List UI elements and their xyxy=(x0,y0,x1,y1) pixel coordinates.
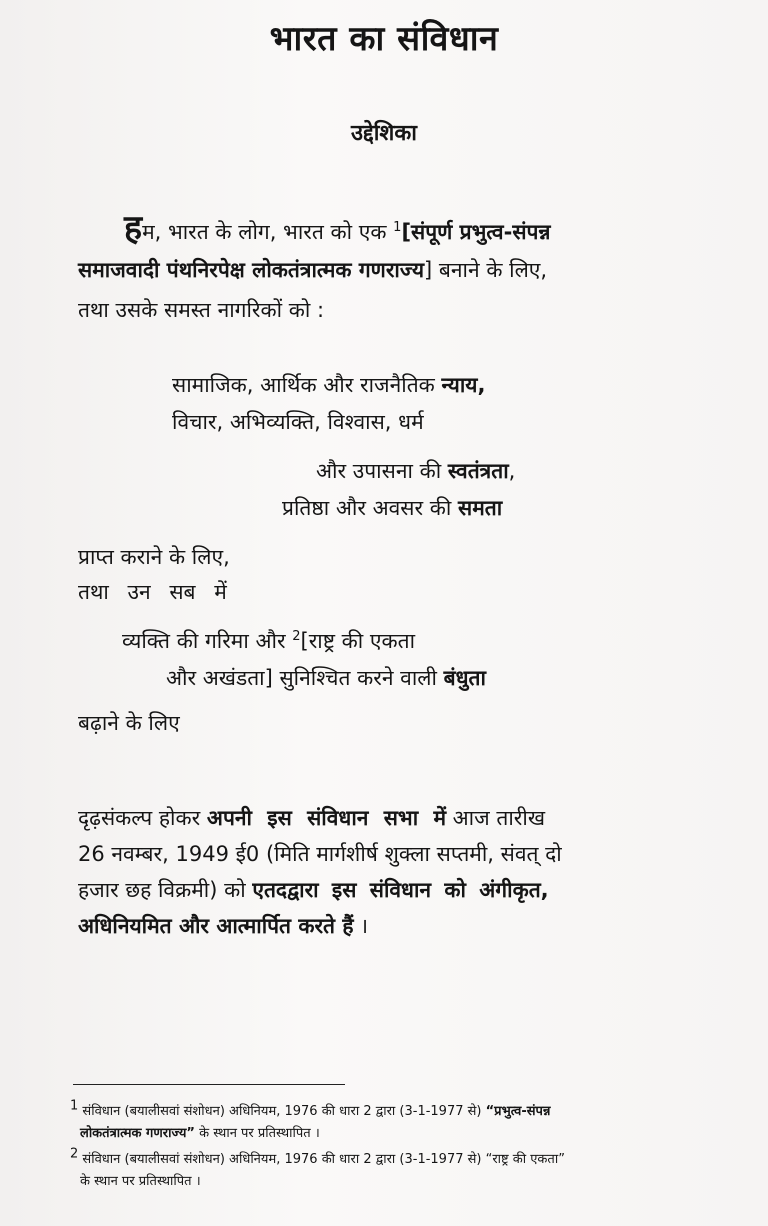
footnote-1-line-1: $^1$ संविधान (बयालीसवां संशोधन) अधिनियम, 1976 की धारा 2 द्वारा (3-1-1977 से) “प्रभुत्व-संपन्न xyxy=(70,1098,551,1119)
para2-line-2: तथा उन सब में xyxy=(78,580,227,604)
footnote-2-line-1: $^2$ संविधान (बयालीसवां संशोधन) अधिनियम, 1976 की धारा 2 द्वारा (3-1-1977 से) “राष्ट्र की एकता” xyxy=(70,1146,565,1167)
footnote-1-marker: 1 xyxy=(70,1098,79,1114)
section-heading: उद्देशिका xyxy=(351,121,417,146)
footnote-divider xyxy=(73,1084,345,1085)
fraternity-line-1: व्यक्ति की गरिमा और $^2$[राष्ट्र की एकता xyxy=(122,629,416,653)
fraternity-line-2: और अखंडता] सुनिश्चित करने वाली बंधुता xyxy=(166,666,486,690)
footnote-2-marker: 2 xyxy=(70,1146,79,1162)
footnote-marker-1: 1 xyxy=(393,220,402,235)
page-title: भारत का संविधान xyxy=(269,19,499,59)
liberty-line-2: और उपासना की स्वतंत्रता, xyxy=(316,459,516,483)
drop-letter: ह xyxy=(124,208,143,248)
para2-line-1: प्राप्त कराने के लिए, xyxy=(78,545,230,569)
preamble-line-1: हम, भारत के लोग, भारत को एक $^1$[संपूर्ण प्रभुत्व-संपन्न xyxy=(124,208,551,248)
preamble-line-3: तथा उसके समस्त नागरिकों को : xyxy=(78,298,325,322)
para4-line-1: दृढ़संकल्प होकर अपनी इस संविधान सभा में आज तारीख xyxy=(78,806,546,830)
para4-line-4: अधिनियमित और आत्मार्पित करते हैं । xyxy=(78,914,369,938)
equality-line: प्रतिष्ठा और अवसर की समता xyxy=(282,496,503,520)
footnote-1-line-2: लोकतंत्रात्मक गणराज्य” के स्थान पर प्रतिस्थापित । xyxy=(80,1126,320,1141)
justice-line: सामाजिक, आर्थिक और राजनैतिक न्याय, xyxy=(172,373,486,397)
para3-line: बढ़ाने के लिए xyxy=(78,711,180,735)
para4-line-3: हजार छह विक्रमी) को एतदद्वारा इस संविधान को अंगीकृत, xyxy=(78,878,549,902)
preamble-line-2: समाजवादी पंथनिरपेक्ष लोकतंत्रात्मक गणराज्य] बनाने के लिए, xyxy=(78,258,548,282)
para4-line-2: 26 नवम्बर, 1949 ई0 (मिति मार्गशीर्ष शुक्ला सप्तमी, संवत् दो xyxy=(78,842,562,866)
footnote-marker-2: 2 xyxy=(292,629,301,644)
footnote-2-line-2: के स्थान पर प्रतिस्थापित । xyxy=(80,1174,201,1189)
liberty-line-1: विचार, अभिव्यक्ति, विश्वास, धर्म xyxy=(172,410,424,434)
